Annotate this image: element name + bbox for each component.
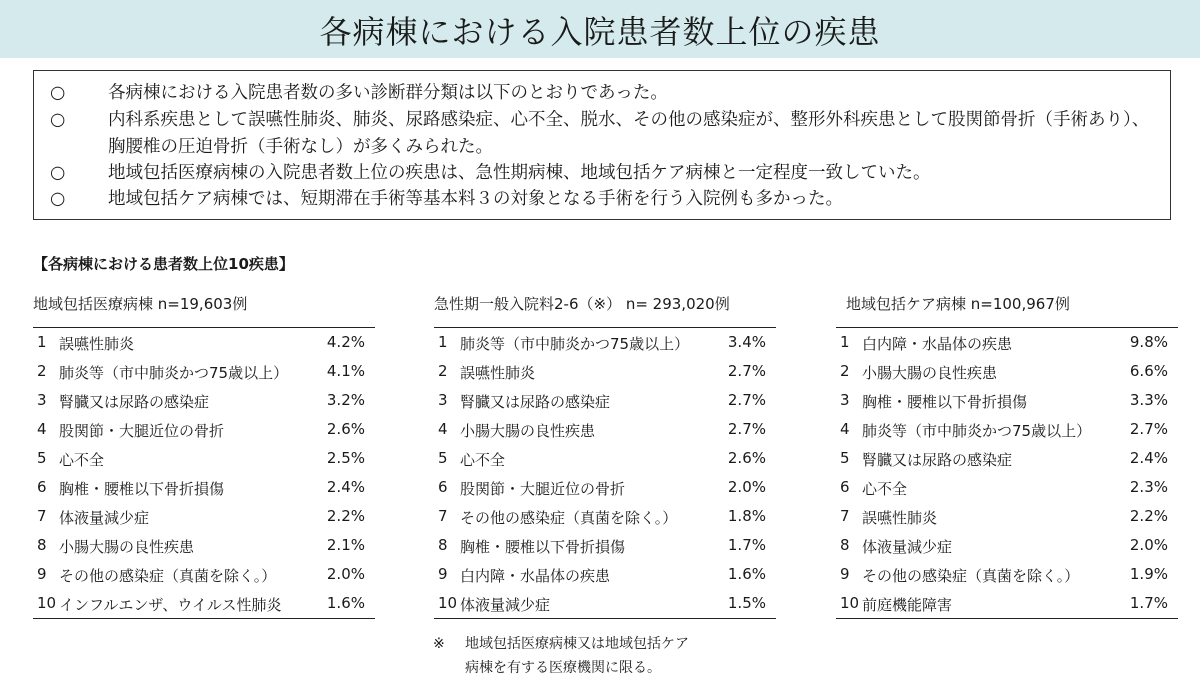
rank-number: 6 xyxy=(840,478,850,496)
percentage: 2.2% xyxy=(326,507,365,525)
ranking-table-ward-a xyxy=(33,327,375,619)
title-banner xyxy=(0,0,1200,58)
bullet-mark: ○ xyxy=(50,163,66,183)
rank-number: 7 xyxy=(840,507,850,525)
table-row xyxy=(836,473,1178,502)
percentage: 2.0% xyxy=(326,565,365,583)
percentage: 3.4% xyxy=(727,333,766,351)
rank-number: 5 xyxy=(37,449,47,467)
disease-name: 心不全 xyxy=(862,480,908,498)
table-row xyxy=(33,357,375,386)
rank-number: 1 xyxy=(438,333,448,351)
bullet-mark: ○ xyxy=(50,189,66,209)
percentage: 1.6% xyxy=(326,594,365,612)
disease-name: 腎臓又は尿路の感染症 xyxy=(862,451,1013,469)
table-row xyxy=(836,357,1178,386)
table-row xyxy=(836,444,1178,473)
percentage: 2.4% xyxy=(1129,449,1168,467)
rank-number: 10 xyxy=(438,594,458,612)
rank-number: 4 xyxy=(840,420,850,438)
disease-name: 小腸大腸の良性疾患 xyxy=(59,538,195,556)
rank-number: 5 xyxy=(840,449,850,467)
table-row xyxy=(434,444,776,473)
disease-name: 肺炎等（市中肺炎かつ75歳以上） xyxy=(862,422,1092,440)
percentage: 2.3% xyxy=(1129,478,1168,496)
percentage: 2.0% xyxy=(727,478,766,496)
rank-number: 9 xyxy=(438,565,448,583)
table-row xyxy=(33,560,375,589)
percentage: 1.9% xyxy=(1129,565,1168,583)
table-header-ward-a: 地域包括医療病棟 n=19,603例 xyxy=(33,295,248,313)
table-row xyxy=(836,386,1178,415)
rank-number: 6 xyxy=(438,478,448,496)
rank-number: 10 xyxy=(37,594,57,612)
percentage: 3.3% xyxy=(1129,391,1168,409)
disease-name: 小腸大腸の良性疾患 xyxy=(862,364,998,382)
disease-name: 股関節・大腿近位の骨折 xyxy=(59,422,225,440)
percentage: 2.7% xyxy=(727,362,766,380)
percentage: 2.7% xyxy=(727,391,766,409)
table-row xyxy=(33,502,375,531)
table-row xyxy=(836,502,1178,531)
percentage: 1.7% xyxy=(727,536,766,554)
table-row xyxy=(434,357,776,386)
percentage: 2.6% xyxy=(326,420,365,438)
percentage: 2.1% xyxy=(326,536,365,554)
percentage: 2.7% xyxy=(1129,420,1168,438)
ranking-table-ward-c xyxy=(836,327,1178,619)
percentage: 1.8% xyxy=(727,507,766,525)
percentage: 4.2% xyxy=(326,333,365,351)
bullet-mark: ○ xyxy=(50,83,66,103)
disease-name: 股関節・大腿近位の骨折 xyxy=(460,480,626,498)
ranking-table-ward-b xyxy=(434,327,776,619)
table-row xyxy=(434,589,776,618)
rank-number: 10 xyxy=(840,594,860,612)
disease-name: 心不全 xyxy=(59,451,105,469)
percentage: 1.6% xyxy=(727,565,766,583)
table-row xyxy=(434,415,776,444)
rank-number: 9 xyxy=(37,565,47,583)
rank-number: 2 xyxy=(37,362,47,380)
rank-number: 3 xyxy=(37,391,47,409)
percentage: 2.5% xyxy=(326,449,365,467)
rank-number: 8 xyxy=(37,536,47,554)
rank-number: 1 xyxy=(840,333,850,351)
disease-name: その他の感染症（真菌を除く。） xyxy=(862,567,1080,585)
rank-number: 4 xyxy=(37,420,47,438)
table-row xyxy=(434,386,776,415)
summary-box xyxy=(33,70,1171,220)
table-row xyxy=(836,560,1178,589)
percentage: 2.4% xyxy=(326,478,365,496)
percentage: 1.7% xyxy=(1129,594,1168,612)
table-row xyxy=(33,589,375,618)
disease-name: 小腸大腸の良性疾患 xyxy=(460,422,596,440)
disease-name: 胸椎・腰椎以下骨折損傷 xyxy=(460,538,626,556)
disease-name: 肺炎等（市中肺炎かつ75歳以上） xyxy=(460,335,690,353)
percentage: 2.2% xyxy=(1129,507,1168,525)
summary-text: 地域包括ケア病棟では、短期滞在手術等基本料３の対象となる手術を行う入院例も多かった。 xyxy=(108,189,843,209)
rank-number: 2 xyxy=(840,362,850,380)
percentage: 9.8% xyxy=(1129,333,1168,351)
rank-number: 3 xyxy=(840,391,850,409)
table-row xyxy=(33,473,375,502)
disease-name: 体液量減少症 xyxy=(59,509,150,527)
disease-name: 腎臓又は尿路の感染症 xyxy=(460,393,611,411)
footnote-line: 病棟を有する医療機関に限る。 xyxy=(465,660,661,676)
page-title: 各病棟における入院患者数上位の疾患 xyxy=(319,13,881,51)
table-row xyxy=(836,328,1178,357)
summary-text: 地域包括医療病棟の入院患者数上位の疾患は、急性期病棟、地域包括ケア病棟と一定程度一致していた。 xyxy=(108,163,931,183)
table-row xyxy=(434,560,776,589)
percentage: 2.0% xyxy=(1129,536,1168,554)
disease-name: 胸椎・腰椎以下骨折損傷 xyxy=(59,480,225,498)
rank-number: 5 xyxy=(438,449,448,467)
table-row xyxy=(836,589,1178,618)
disease-name: 体液量減少症 xyxy=(460,596,551,614)
table-row xyxy=(434,473,776,502)
disease-name: 心不全 xyxy=(460,451,506,469)
footnote-mark: ※ xyxy=(433,636,445,652)
percentage: 1.5% xyxy=(727,594,766,612)
disease-name: インフルエンザ、ウイルス性肺炎 xyxy=(59,596,282,614)
table-row xyxy=(33,386,375,415)
percentage: 2.6% xyxy=(727,449,766,467)
disease-name: 誤嚥性肺炎 xyxy=(862,509,938,527)
rank-number: 4 xyxy=(438,420,448,438)
percentage: 2.7% xyxy=(727,420,766,438)
disease-name: 白内障・水晶体の疾患 xyxy=(460,567,611,585)
table-row xyxy=(33,328,375,357)
disease-name: 誤嚥性肺炎 xyxy=(59,335,135,353)
table-row xyxy=(836,415,1178,444)
disease-name: 白内障・水晶体の疾患 xyxy=(862,335,1013,353)
summary-text: 内科系疾患として誤嚥性肺炎、肺炎、尿路感染症、心不全、脱水、その他の感染症が、整形外科疾患として股関節骨折（手術あり）、胸腰椎の圧迫骨折（手術なし）が多くみられた。 xyxy=(108,110,1150,157)
section-title: 【各病棟における患者数上位10疾患】 xyxy=(33,255,294,273)
rank-number: 2 xyxy=(438,362,448,380)
table-row xyxy=(33,444,375,473)
disease-name: その他の感染症（真菌を除く。） xyxy=(460,509,678,527)
rank-number: 9 xyxy=(840,565,850,583)
disease-name: 誤嚥性肺炎 xyxy=(460,364,536,382)
rank-number: 7 xyxy=(37,507,47,525)
table-row xyxy=(434,502,776,531)
rank-number: 8 xyxy=(438,536,448,554)
percentage: 3.2% xyxy=(326,391,365,409)
table-row xyxy=(33,531,375,560)
table-header-ward-c: 地域包括ケア病棟 n=100,967例 xyxy=(846,295,1070,313)
rank-number: 3 xyxy=(438,391,448,409)
footnote-line: 地域包括医療病棟又は地域包括ケア xyxy=(465,636,689,652)
rank-number: 1 xyxy=(37,333,47,351)
disease-name: 肺炎等（市中肺炎かつ75歳以上） xyxy=(59,364,289,382)
table-row xyxy=(434,531,776,560)
table-row xyxy=(33,415,375,444)
disease-name: 腎臓又は尿路の感染症 xyxy=(59,393,210,411)
disease-name: 体液量減少症 xyxy=(862,538,953,556)
table-row xyxy=(434,328,776,357)
rank-number: 8 xyxy=(840,536,850,554)
bullet-mark: ○ xyxy=(50,110,66,130)
table-row xyxy=(836,531,1178,560)
percentage: 6.6% xyxy=(1129,362,1168,380)
table-header-ward-b: 急性期一般入院料2-6（※） n= 293,020例 xyxy=(434,295,730,313)
percentage: 4.1% xyxy=(326,362,365,380)
disease-name: その他の感染症（真菌を除く。） xyxy=(59,567,277,585)
disease-name: 前庭機能障害 xyxy=(862,596,953,614)
disease-name: 胸椎・腰椎以下骨折損傷 xyxy=(862,393,1028,411)
summary-text: 各病棟における入院患者数の多い診断群分類は以下のとおりであった。 xyxy=(108,83,668,103)
rank-number: 7 xyxy=(438,507,448,525)
rank-number: 6 xyxy=(37,478,47,496)
